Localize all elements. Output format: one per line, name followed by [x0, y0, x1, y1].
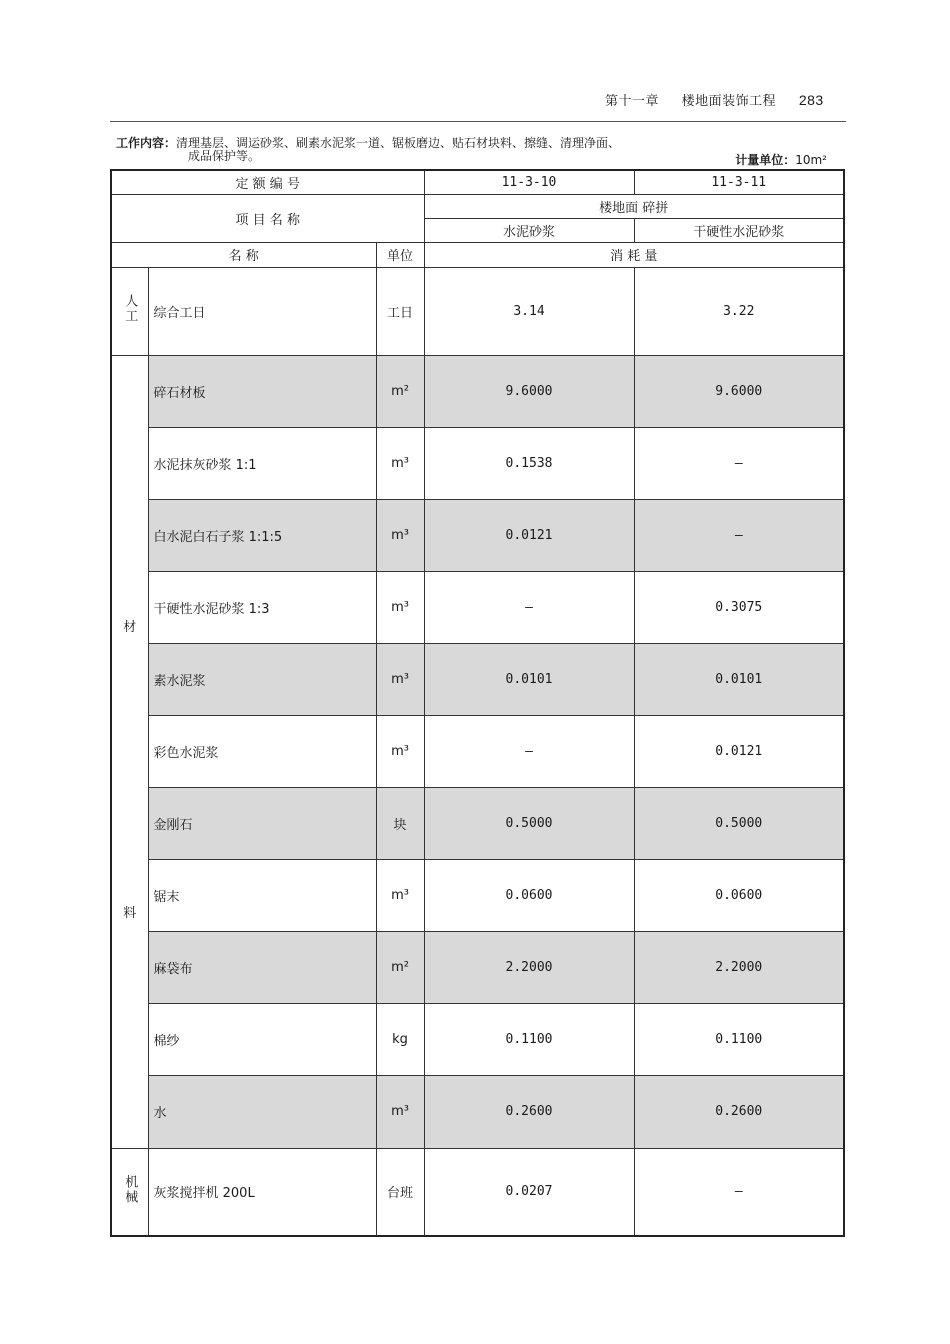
material-name: 素水泥浆	[148, 643, 376, 715]
material-row	[111, 427, 844, 499]
materials-category-label-1: 材	[123, 619, 137, 635]
material-unit: m³	[376, 427, 424, 499]
material-name: 麻袋布	[148, 932, 376, 1004]
column-name: 名 称	[111, 242, 376, 267]
machine-value-1: 0.0207	[424, 1148, 634, 1236]
material-name: 金刚石	[148, 787, 376, 859]
material-value-2: 0.1100	[634, 1004, 844, 1076]
material-row	[111, 499, 844, 571]
work-content-label: 工作内容：	[116, 136, 177, 150]
material-value-1: 0.1100	[424, 1004, 634, 1076]
item-name-label: 项 目 名 称	[111, 194, 424, 242]
labor-value-2: 3.22	[634, 267, 844, 355]
material-value-2: 9.6000	[634, 355, 844, 427]
material-name: 水泥抹灰砂浆 1:1	[148, 427, 376, 499]
material-value-2: 0.2600	[634, 1076, 844, 1148]
machine-unit: 台班	[376, 1148, 424, 1236]
machine-name: 灰浆搅拌机 200L	[148, 1148, 376, 1236]
material-name: 水	[148, 1076, 376, 1148]
labor-category-label: 人工	[122, 294, 138, 324]
material-unit: m³	[376, 1076, 424, 1148]
column-consumption: 消 耗 量	[424, 242, 844, 267]
material-name: 锯末	[148, 860, 376, 932]
quota-number-label: 定 额 编 号	[111, 170, 424, 194]
material-value-1: —	[424, 571, 634, 643]
material-unit: m³	[376, 571, 424, 643]
page-number: 283	[798, 92, 824, 108]
machine-category-label: 机械	[122, 1174, 138, 1205]
item-name-row	[111, 194, 844, 218]
material-unit: m²	[376, 355, 424, 427]
material-row	[111, 355, 844, 427]
item-sub-1: 水泥砂浆	[424, 218, 634, 242]
materials-category	[111, 355, 148, 1148]
chapter-title: 第十一章	[605, 94, 660, 109]
material-value-1: 0.1538	[424, 427, 634, 499]
machine-value-2: —	[634, 1148, 844, 1236]
material-row	[111, 1004, 844, 1076]
work-content	[116, 137, 836, 163]
material-name: 碎石材板	[148, 355, 376, 427]
material-value-1: 0.0121	[424, 499, 634, 571]
labor-row	[111, 267, 844, 355]
material-value-2: 0.3075	[634, 571, 844, 643]
column-unit: 单位	[376, 242, 424, 267]
page-header	[605, 90, 845, 109]
quota-number-2: 11-3-11	[634, 170, 844, 194]
material-value-1: 9.6000	[424, 355, 634, 427]
material-value-2: 2.2000	[634, 932, 844, 1004]
item-sub-2: 干硬性水泥砂浆	[634, 218, 844, 242]
labor-category	[111, 267, 148, 355]
item-group: 楼地面 碎拼	[424, 194, 844, 218]
quota-number-1: 11-3-10	[424, 170, 634, 194]
material-row	[111, 1076, 844, 1148]
unit-value: 10m²	[795, 153, 827, 167]
material-value-2: 0.0600	[634, 860, 844, 932]
material-row	[111, 643, 844, 715]
material-row	[111, 932, 844, 1004]
work-content-line1: 清理基层、调运砂浆、刷素水泥浆一道、锯板磨边、贴石材块料、擦缝、清理净面、	[176, 136, 621, 150]
labor-name: 综合工日	[148, 267, 376, 355]
machine-row	[111, 1148, 844, 1236]
material-row	[111, 571, 844, 643]
quota-number-row	[111, 170, 844, 194]
material-value-1: 0.2600	[424, 1076, 634, 1148]
material-unit: 块	[376, 787, 424, 859]
measurement-unit	[735, 151, 827, 168]
material-name: 白水泥白石子浆 1:1:5	[148, 499, 376, 571]
machine-category	[111, 1148, 148, 1236]
material-unit: m³	[376, 499, 424, 571]
unit-label: 计量单位：	[735, 153, 796, 167]
material-row	[111, 787, 844, 859]
labor-value-1: 3.14	[424, 267, 634, 355]
material-value-2: —	[634, 499, 844, 571]
labor-unit: 工日	[376, 267, 424, 355]
section-title: 楼地面装饰工程	[681, 94, 777, 109]
column-header-row	[111, 242, 844, 267]
material-unit: m³	[376, 860, 424, 932]
material-value-2: 0.0121	[634, 715, 844, 787]
material-name: 彩色水泥浆	[148, 715, 376, 787]
material-unit: m³	[376, 643, 424, 715]
materials-category-label-2: 料	[123, 905, 137, 921]
material-name: 棉纱	[148, 1004, 376, 1076]
material-unit: kg	[376, 1004, 424, 1076]
material-value-2: 0.5000	[634, 787, 844, 859]
material-row	[111, 860, 844, 932]
material-name: 干硬性水泥砂浆 1:3	[148, 571, 376, 643]
material-value-1: 2.2000	[424, 932, 634, 1004]
material-value-1: 0.5000	[424, 787, 634, 859]
material-value-1: —	[424, 715, 634, 787]
material-value-1: 0.0101	[424, 643, 634, 715]
header-divider	[110, 121, 846, 122]
material-row	[111, 715, 844, 787]
quota-table	[110, 169, 845, 1237]
work-content-line2: 成品保护等。	[188, 149, 261, 163]
material-unit: m³	[376, 715, 424, 787]
material-value-2: —	[634, 427, 844, 499]
material-value-1: 0.0600	[424, 860, 634, 932]
material-value-2: 0.0101	[634, 643, 844, 715]
material-unit: m²	[376, 932, 424, 1004]
